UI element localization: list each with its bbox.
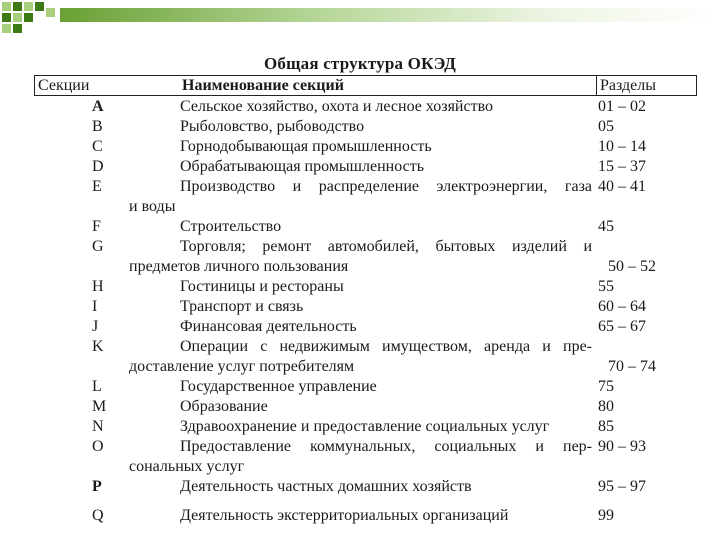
section-range: 80 <box>598 398 614 415</box>
section-name: Обрабатывающая промышленность <box>180 158 424 175</box>
section-code: I <box>92 298 98 315</box>
table-header-left-border <box>34 75 35 96</box>
section-code: L <box>92 378 102 395</box>
table-header-right-border <box>696 75 697 96</box>
square-decoration <box>2 13 11 22</box>
section-name: Рыболовство, рыбоводство <box>180 118 365 135</box>
section-range: 85 <box>598 418 614 435</box>
square-decoration <box>46 8 55 17</box>
section-name: Горнодобывающая промышленность <box>180 138 432 155</box>
section-range: 65 – 67 <box>598 318 646 335</box>
section-code: E <box>92 178 102 195</box>
section-range: 99 <box>598 507 614 524</box>
square-decoration <box>13 24 22 33</box>
section-range: 60 – 64 <box>598 298 646 315</box>
section-name-continuation: сональных услуг <box>129 458 245 475</box>
header-gradient-bar <box>60 8 720 22</box>
section-name: Торговля; ремонт автомобилей, бытовых изделий и <box>180 238 592 255</box>
section-range: 45 <box>598 218 614 235</box>
section-code: O <box>92 438 104 455</box>
document-title: Общая структура ОКЭД <box>263 54 457 73</box>
section-code: K <box>92 338 104 355</box>
section-code: A <box>92 98 104 115</box>
section-code: B <box>92 118 103 135</box>
section-range: 55 <box>598 278 614 295</box>
section-name: Предоставление коммунальных, социальных и пер- <box>180 438 592 455</box>
section-code: H <box>92 278 104 295</box>
section-name: Финансовая деятельность <box>180 318 357 335</box>
section-code: N <box>92 418 104 435</box>
decorative-squares <box>0 0 60 40</box>
square-decoration <box>24 2 33 11</box>
section-name: Гостиницы и рестораны <box>180 278 344 295</box>
column-header-name: Наименование секций <box>182 77 344 94</box>
section-name: Производство и распределение электроэнергии, газа <box>180 178 592 195</box>
section-name: Деятельность экстерриториальных организаций <box>180 507 509 524</box>
table-header-divider <box>596 75 597 96</box>
section-name: Здравоохранение и предоставление социальных услуг <box>180 418 550 435</box>
square-decoration <box>2 24 11 33</box>
section-name-continuation: и воды <box>129 198 176 215</box>
section-range: 90 – 93 <box>598 438 646 455</box>
section-range: 70 – 74 <box>608 358 656 375</box>
section-code: J <box>92 318 99 335</box>
section-code: C <box>92 138 103 155</box>
square-decoration <box>35 2 44 11</box>
section-name: Деятельность частных домашних хозяйств <box>180 478 472 495</box>
section-name: Образование <box>180 398 268 415</box>
table-header-bottom-border <box>34 95 697 96</box>
section-name: Операции с недвижимым имуществом, аренда и пре- <box>180 338 592 355</box>
section-code: G <box>92 238 104 255</box>
section-range: 95 – 97 <box>598 478 646 495</box>
section-name: Транспорт и связь <box>180 298 304 315</box>
square-decoration <box>24 13 33 22</box>
section-code: F <box>92 218 101 235</box>
section-range: 40 – 41 <box>598 178 646 195</box>
section-range: 10 – 14 <box>598 138 646 155</box>
section-range: 15 – 37 <box>598 158 646 175</box>
section-name: Сельское хозяйство, охота и лесное хозяйство <box>180 98 494 115</box>
section-code: P <box>92 478 102 495</box>
section-code: Q <box>92 507 104 524</box>
square-decoration <box>2 2 11 11</box>
section-range: 01 – 02 <box>598 98 646 115</box>
section-range: 75 <box>598 378 614 395</box>
section-name-continuation: предметов личного пользования <box>129 258 349 275</box>
section-name: Государственное управление <box>180 378 377 395</box>
column-header-divisions: Разделы <box>600 77 657 94</box>
section-code: D <box>92 158 104 175</box>
square-decoration <box>13 2 22 11</box>
section-code: M <box>92 398 107 415</box>
column-header-sections: Секции <box>38 77 90 94</box>
section-range: 05 <box>598 118 614 135</box>
square-decoration <box>13 13 22 22</box>
section-name: Строительство <box>180 218 282 235</box>
table-header-top-border <box>34 75 697 76</box>
section-range: 50 – 52 <box>608 258 656 275</box>
section-name-continuation: доставление услуг потребителям <box>129 358 355 375</box>
